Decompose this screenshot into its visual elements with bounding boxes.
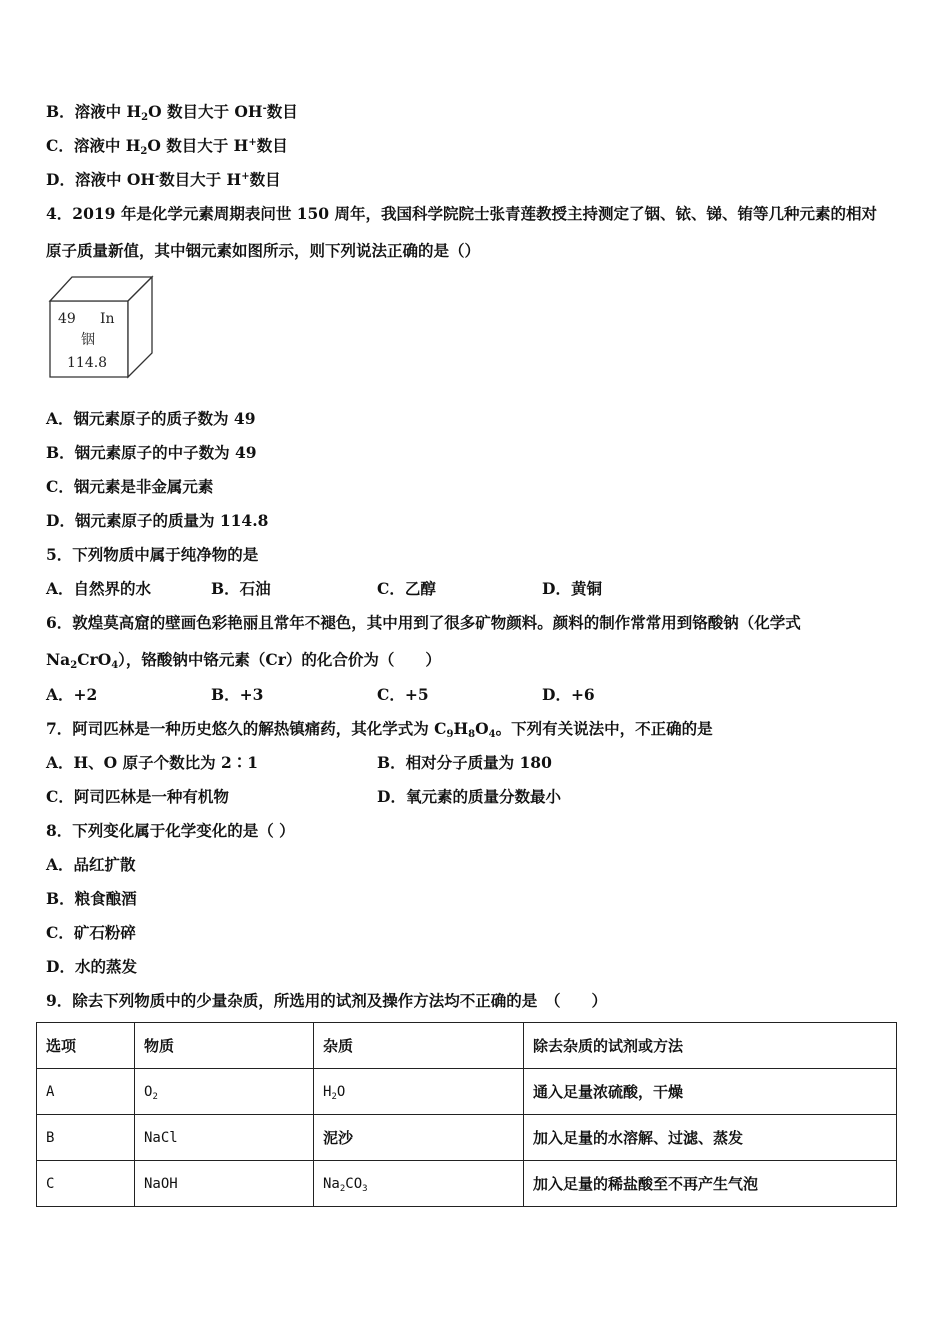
q6-option-a: A．+2 — [46, 685, 98, 704]
q4-option-a: A．铟元素原子的质子数为 49 — [46, 409, 256, 428]
q4-stem-line2: 原子质量新值，其中铟元素如图所示，则下列说法正确的是（） — [46, 241, 481, 260]
q8-option-c: C．矿石粉碎 — [46, 923, 136, 942]
q6-option-b: B．+3 — [211, 685, 264, 704]
q5-option-c: C．乙醇 — [377, 579, 436, 598]
row-method: 加入足量的稀盐酸至不再产生气泡 — [524, 1161, 897, 1207]
q4-option-d: D．铟元素原子的质量为 114.8 — [46, 511, 269, 530]
row-impurity: $H_2O$ — [314, 1069, 524, 1115]
q7-option-c: C．阿司匹林是一种有机物 — [46, 787, 229, 806]
row-substance: $O_2$ — [135, 1069, 314, 1115]
q6-stem-line2: $Na_2CrO_4$），铬酸钠中铬元素（Cr）的化合价为（ ） — [46, 650, 441, 671]
row-method: 通入足量浓硫酸，干燥 — [524, 1069, 897, 1115]
table-row — [37, 1115, 897, 1161]
q7-stem: 7．阿司匹林是一种历史悠久的解热镇痛药，其化学式为 $C_9H_8O_4$。下列有关说法中，不正确的是 — [46, 719, 713, 740]
header-impurity: 杂质 — [314, 1023, 524, 1069]
q9-table — [36, 1022, 897, 1207]
q3-option-d: D．溶液中 OH-数目大于 H+数目 — [46, 170, 281, 189]
row-substance: NaCl — [135, 1115, 314, 1161]
q9-stem: 9．除去下列物质中的少量杂质，所选用的试剂及操作方法均不正确的是 （ ） — [46, 991, 608, 1010]
q6-stem-line1: 6．敦煌莫高窟的壁画色彩艳丽且常年不褪色，其中用到了很多矿物颜料。颜料的制作常常用到铬酸钠（化学式 — [46, 613, 801, 632]
q8-option-a: A．品红扩散 — [46, 855, 136, 874]
q3-option-b: B．溶液中 $H_2O$ 数目大于 OH-数目 — [46, 102, 298, 123]
q6-option-d: D．+6 — [542, 685, 595, 704]
q8-option-d: D．水的蒸发 — [46, 957, 137, 976]
row-substance: NaOH — [135, 1161, 314, 1207]
q7-option-a: A．H、O 原子个数比为 2∶1 — [46, 753, 259, 772]
q5-stem: 5．下列物质中属于纯净物的是 — [46, 545, 259, 564]
q4-option-b: B．铟元素原子的中子数为 49 — [46, 443, 257, 462]
row-option: B — [37, 1115, 135, 1161]
header-method: 除去杂质的试剂或方法 — [524, 1023, 897, 1069]
row-method: 加入足量的水溶解、过滤、蒸发 — [524, 1115, 897, 1161]
q5-option-a: A．自然界的水 — [46, 579, 152, 598]
row-option: A — [37, 1069, 135, 1115]
table-row — [37, 1161, 897, 1207]
q4-stem-line1: 4．2019 年是化学元素周期表问世 150 周年，我国科学院院士张青莲教授主持测定了铟、铱、锑、铕等几种元素的相对 — [46, 204, 877, 223]
element-name: 铟 — [81, 332, 95, 348]
table-row — [37, 1069, 897, 1115]
atomic-number: 49 — [58, 311, 76, 327]
row-impurity: $Na_2CO_3$ — [314, 1161, 524, 1207]
q4-option-c: C．铟元素是非金属元素 — [46, 477, 214, 496]
q7-option-d: D．氧元素的质量分数最小 — [377, 787, 561, 806]
q8-stem: 8．下列变化属于化学变化的是（ ） — [46, 821, 295, 840]
q8-option-b: B．粮食酿酒 — [46, 889, 137, 908]
q3-option-c: C．溶液中 $H_2O$ 数目大于 H+数目 — [46, 136, 288, 157]
header-substance: 物质 — [135, 1023, 314, 1069]
q5-option-b: B．石油 — [211, 579, 271, 598]
header-option: 选项 — [37, 1023, 135, 1069]
atomic-mass: 114.8 — [67, 355, 108, 371]
q7-option-b: B．相对分子质量为 180 — [377, 753, 552, 772]
element-symbol: In — [100, 311, 115, 327]
q6-option-c: C．+5 — [377, 685, 429, 704]
q5-option-d: D．黄铜 — [542, 579, 602, 598]
table-header-row — [37, 1023, 897, 1069]
row-option: C — [37, 1161, 135, 1207]
indium-element-cell — [46, 275, 156, 379]
row-impurity: 泥沙 — [314, 1115, 524, 1161]
